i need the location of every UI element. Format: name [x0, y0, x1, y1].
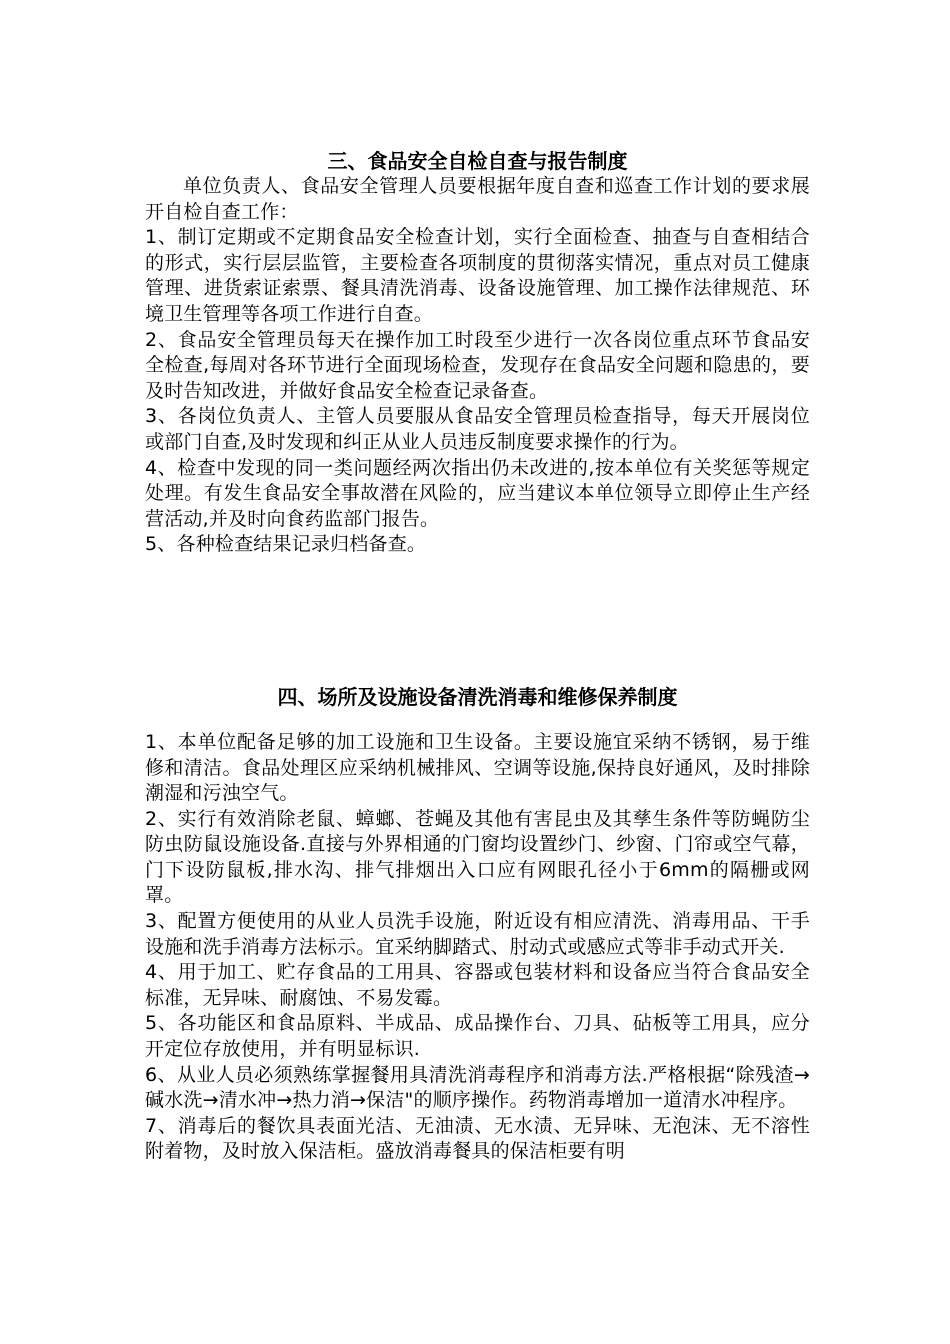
section-spacer	[145, 558, 810, 684]
document-page	[145, 148, 810, 1165]
section4-item-2: 2、实行有效消除老鼠、蟑螂、苍蝇及其他有害昆虫及其孳生条件等防蝇防尘防虫防鼠设施设备.直接与外界相通的门窗均设置纱门、纱窗、门帘或空气幕，门下设防鼠板,排水沟、排气排烟出入口应有网眼孔径小于6mm的隔栅或网罩。	[145, 807, 810, 907]
section4-item-4: 4、用于加工、贮存食品的工用具、容器或包装材料和设备应当符合食品安全标准，无异味、耐腐蚀、不易发霉。	[145, 961, 810, 1009]
section3-item-5: 5、各种检查结果记录归档备查。	[145, 533, 427, 556]
section4-item-5: 5、各功能区和食品原料、半成品、成品操作台、刀具、砧板等工用具，应分开定位存放使用，并有明显标识.	[145, 1012, 810, 1061]
section3-intro: 单位负责人、食品安全管理人员要根据年度自查和巡查工作计划的要求展开自检自查工作：	[145, 175, 810, 223]
section3-item-1: 1、制订定期或不定期食品安全检查计划，实行全面检查、抽查与自查相结合的形式，实行层层监管，主要检查各项制度的贯彻落实情况，重点对员工健康管理、进货索证索票、餐具清洗消毒、设备设施管理、加工操作法律规范、环境卫生管理等各项工作进行自查。	[145, 226, 810, 325]
section4-title: 四、场所及设施设备清洗消毒和维修保养制度	[277, 684, 678, 709]
section4-item-6: 6、从业人员必须熟练掌握餐用具清洗消毒程序和消毒方法.严格根据“除残渣→碱水洗→清水冲→热力消→保洁"的顺序操作。药物消毒增加一道清水冲程序。	[145, 1063, 810, 1112]
section3-item-4: 4、检查中发现的同一类问题经两次指出仍未改进的,按本单位有关奖惩等规定处理。有发生食品安全事故潜在风险的，应当建议本单位领导立即停止生产经营活动,并及时向食药监部门报告。	[145, 456, 810, 530]
section4-item-7: 7、消毒后的餐饮具表面光洁、无油渍、无水渍、无异味、无泡沫、无不溶性附着物，及时放入保洁柜。盛放消毒餐具的保洁柜要有明	[145, 1114, 810, 1163]
title-spacer	[145, 710, 810, 730]
section3-title: 三、食品安全自检自查与报告制度	[327, 149, 628, 173]
section4-item-3: 3、配置方便使用的从业人员洗手设施，附近设有相应清洗、消毒用品、干手设施和洗手消毒方法标示。宜采纳脚踏式、肘动式或感应式等非手动式开关.	[145, 910, 810, 958]
section3-item-3: 3、各岗位负责人、主管人员要服从食品安全管理员检查指导，每天开展岗位或部门自查,及时发现和纠正从业人员违反制度要求操作的行为。	[145, 405, 810, 453]
section4-item-1: 1、本单位配备足够的加工设施和卫生设备。主要设施宜采纳不锈钢，易于维修和清洁。食品处理区应采纳机械排风、空调等设施,保持良好通风，及时排除潮湿和污浊空气。	[145, 730, 810, 805]
section3-item-2: 2、食品安全管理员每天在操作加工时段至少进行一次各岗位重点环节食品安全检查,每周对各环节进行全面现场检查，发现存在食品安全问题和隐患的，要及时告知改进，并做好食品安全检查记录备查。	[145, 328, 810, 402]
